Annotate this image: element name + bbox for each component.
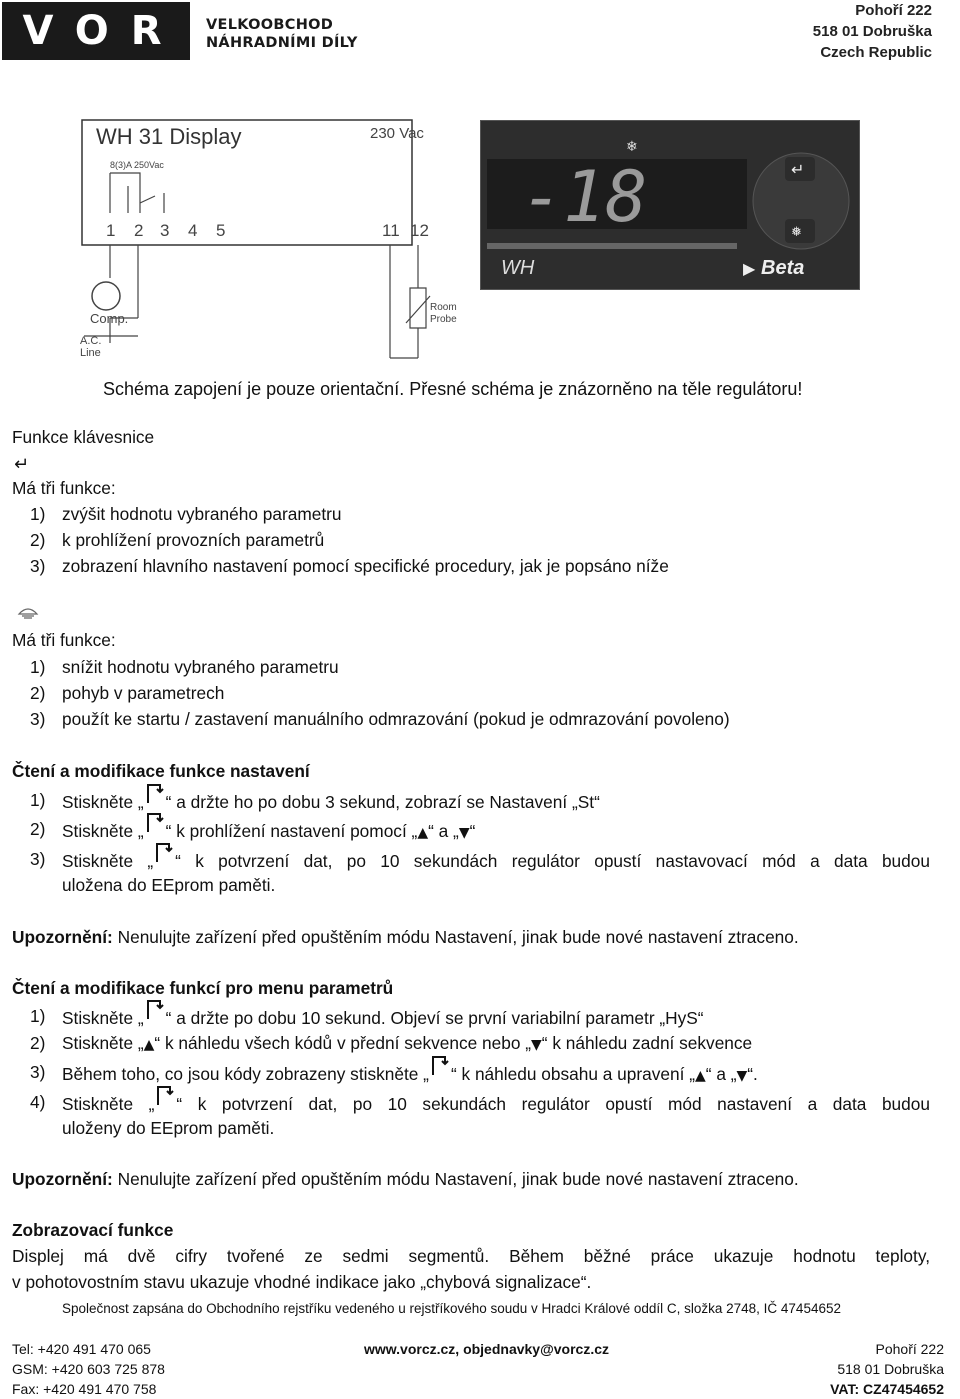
probe-label-1: Room xyxy=(430,302,457,313)
logo-line-1: VELKOOBCHOD xyxy=(206,17,334,33)
up-arrow-icon: ▲ xyxy=(143,1037,155,1053)
defrost-icon xyxy=(17,604,39,620)
down-arrow-icon: ▼ xyxy=(531,1037,542,1053)
diagram-rating: 8(3)A 250Vac xyxy=(110,160,164,170)
up-arrow-icon: ▲ xyxy=(694,1068,706,1084)
setpoint-step-3-cont: uložena do EEprom paměti. xyxy=(62,875,276,895)
up-item-text: zobrazení hlavního nastavení pomocí specifické procedury, jak je popsáno níže xyxy=(62,556,669,576)
diagram-voltage: 230 Vac xyxy=(370,125,424,142)
warning-text: Nenulujte zařízení před opuštěním módu Nastavení, jinak bude nové nastavení ztraceno. xyxy=(112,1169,799,1189)
warning-text: Nenulujte zařízení před opuštěním módu Nastavení, jinak bude nové nastavení ztraceno. xyxy=(112,927,799,947)
up-item-num: 2) xyxy=(30,530,46,550)
terminal-1: 1 xyxy=(106,221,116,240)
up-item-text: k prohlížení provozních parametrů xyxy=(62,530,325,550)
setpoint-step-num: 2) xyxy=(30,819,46,839)
up-intro: Má tři funkce: xyxy=(12,478,116,498)
step-text: “ k náhledu obsahu a upravení „ xyxy=(450,1064,695,1084)
ac-line-label-2: Line xyxy=(80,347,101,359)
step-text: “ k náhledu všech kódů v přední sekvence nebo „ xyxy=(154,1033,531,1053)
up-item-text: zvýšit hodnotu vybraného parametru xyxy=(62,504,342,524)
params-heading: Čtení a modifikace funkcí pro menu parametrů xyxy=(12,978,394,998)
display-line-2: v pohotovostním stavu ukazuje vhodné indikace jako „chybová signalizace“. xyxy=(12,1272,592,1292)
params-step-num: 3) xyxy=(30,1062,46,1082)
enter-key-icon-text: ↵ xyxy=(14,454,30,475)
footer-tel: Tel: +420 491 470 065 xyxy=(12,1341,151,1357)
diagram-caption: Schéma zapojení je pouze orientační. Přesné schéma je znázorněno na těle regulátoru! xyxy=(103,379,803,399)
step-text: Stiskněte „ xyxy=(62,792,144,812)
params-step-4-cont: uloženy do EEprom paměti. xyxy=(62,1118,275,1138)
logo-text: VOR xyxy=(22,8,184,54)
terminal-5: 5 xyxy=(216,221,226,240)
step-text: “ a „ xyxy=(705,1064,737,1084)
display-heading: Zobrazovací funkce xyxy=(12,1220,174,1240)
enter-key-icon: ↵ xyxy=(791,160,805,179)
address-street: Pohoří 222 xyxy=(855,2,932,19)
terminal-4: 4 xyxy=(188,221,198,240)
down-item-text: použít ke startu / zastavení manuálního odmrazování (pokud je odmrazování povoleno) xyxy=(62,709,730,729)
params-warning xyxy=(12,1168,799,1190)
panel-brand: WH xyxy=(501,257,535,279)
compressor-symbol xyxy=(92,282,120,310)
beta-logo-icon: ▶ xyxy=(743,259,756,278)
panel-logo: Beta xyxy=(761,257,805,279)
warning-label: Upozornění: xyxy=(12,927,113,947)
step-text: Stiskněte „ xyxy=(62,851,154,871)
setpoint-heading: Čtení a modifikace funkce nastavení xyxy=(12,761,310,781)
display-line-1: Displej má dvě cifry tvořené ze sedmi segmentů. Během běžné práce ukazuje hodnotu teploty, xyxy=(12,1246,930,1266)
down-arrow-icon: ▼ xyxy=(458,825,470,841)
company-logo xyxy=(2,2,190,60)
step-text: “. xyxy=(747,1064,758,1084)
header-address xyxy=(813,0,932,63)
step-text: “ a „ xyxy=(428,821,459,841)
panel-readout: -18 xyxy=(521,156,648,238)
down-item-text: snížit hodnotu vybraného parametru xyxy=(62,657,339,677)
step-text: Stiskněte „ xyxy=(62,821,144,841)
step-text: “ a držte po dobu 10 sekund. Objeví se první variabilní parametr „HyS“ xyxy=(165,1008,704,1028)
step-text: “ k potvrzení dat, po 10 sekundách regulátor opustí mód nastavení a data budou xyxy=(176,1094,931,1114)
probe-label-2: Probe xyxy=(430,314,457,325)
snowflake-indicator-icon: ❄ xyxy=(626,139,638,155)
set-key-icon xyxy=(144,818,166,838)
step-text: Během toho, co jsou kódy zobrazeny stiskněte „ xyxy=(62,1064,429,1084)
params-step-num: 4) xyxy=(30,1092,46,1112)
keyboard-heading: Funkce klávesnice xyxy=(12,427,155,447)
step-text: “ k prohlížení nastavení pomocí „ xyxy=(165,821,418,841)
params-step-num: 2) xyxy=(30,1033,46,1053)
footer-web-link[interactable]: www.vorcz.cz, objednavky@vorcz.cz xyxy=(364,1341,609,1357)
up-item-num: 3) xyxy=(30,556,46,576)
defrost-key-icon: ❅ xyxy=(791,225,802,240)
down-item-num: 2) xyxy=(30,683,46,703)
warning-label: Upozornění: xyxy=(12,1169,113,1189)
logo-subtitle xyxy=(206,16,358,52)
diagram-title: WH 31 Display xyxy=(96,124,242,149)
setpoint-step-2 xyxy=(62,818,475,844)
step-text: Stiskněte „ xyxy=(62,1008,144,1028)
params-step-1 xyxy=(62,1005,704,1029)
set-key-icon xyxy=(153,848,175,868)
footer-fax: Fax: +420 491 470 758 xyxy=(12,1381,157,1397)
down-arrow-icon: ▼ xyxy=(736,1068,748,1084)
compressor-label: Comp. xyxy=(90,311,129,326)
step-text: “ k potvrzení dat, po 10 sekundách regulátor opustí nastavovací mód a data budou xyxy=(175,851,931,871)
params-step-num: 1) xyxy=(30,1006,46,1026)
step-text: Stiskněte „ xyxy=(62,1033,144,1053)
terminal-2: 2 xyxy=(134,221,144,240)
step-text: “ xyxy=(469,821,476,841)
panel-graphic xyxy=(481,121,859,289)
set-key-icon xyxy=(429,1061,451,1081)
footer-contacts xyxy=(12,1339,165,1399)
params-step-4 xyxy=(62,1091,930,1115)
setpoint-step-num: 1) xyxy=(30,790,46,810)
footer-registration: Společnost zapsána do Obchodního rejstříku vedeného u rejstříkového soudu v Hradci Králové oddíl C, složka 2748, IČ 47454652 xyxy=(62,1301,841,1316)
terminal-3: 3 xyxy=(160,221,170,240)
set-key-icon xyxy=(154,1091,176,1111)
wiring-diagram xyxy=(80,118,460,363)
setpoint-step-num: 3) xyxy=(30,849,46,869)
up-arrow-icon: ▲ xyxy=(417,825,429,841)
ac-line-label-1: A.C. xyxy=(80,335,102,347)
down-item-num: 1) xyxy=(30,657,46,677)
params-step-2 xyxy=(62,1032,752,1056)
down-intro: Má tři funkce: xyxy=(12,630,116,650)
footer-city: 518 01 Dobruška xyxy=(837,1361,944,1377)
address-country: Czech Republic xyxy=(820,44,932,61)
terminal-11: 11 xyxy=(382,221,400,240)
set-key-icon xyxy=(144,1005,166,1025)
footer-address xyxy=(830,1339,944,1399)
setpoint-step-3 xyxy=(62,848,930,872)
down-item-num: 3) xyxy=(30,709,46,729)
address-city: 518 01 Dobruška xyxy=(812,23,932,40)
set-key-icon xyxy=(144,789,166,809)
logo-line-2: NÁHRADNÍMI DÍLY xyxy=(206,35,358,51)
controller-panel xyxy=(480,120,860,290)
down-item-text: pohyb v parametrech xyxy=(62,683,225,703)
terminal-12: 12 xyxy=(410,221,429,240)
step-text: “ a držte ho po dobu 3 sekund, zobrazí se Nastavení „St“ xyxy=(165,792,600,812)
step-text: “ k náhledu zadní sekvence xyxy=(541,1033,753,1053)
footer-gsm: GSM: +420 603 725 878 xyxy=(12,1361,165,1377)
step-text: Stiskněte „ xyxy=(62,1094,155,1114)
up-item-num: 1) xyxy=(30,504,46,524)
footer-vat: VAT: CZ47454652 xyxy=(830,1381,944,1397)
setpoint-warning xyxy=(12,926,799,948)
footer-street: Pohoří 222 xyxy=(875,1341,944,1357)
